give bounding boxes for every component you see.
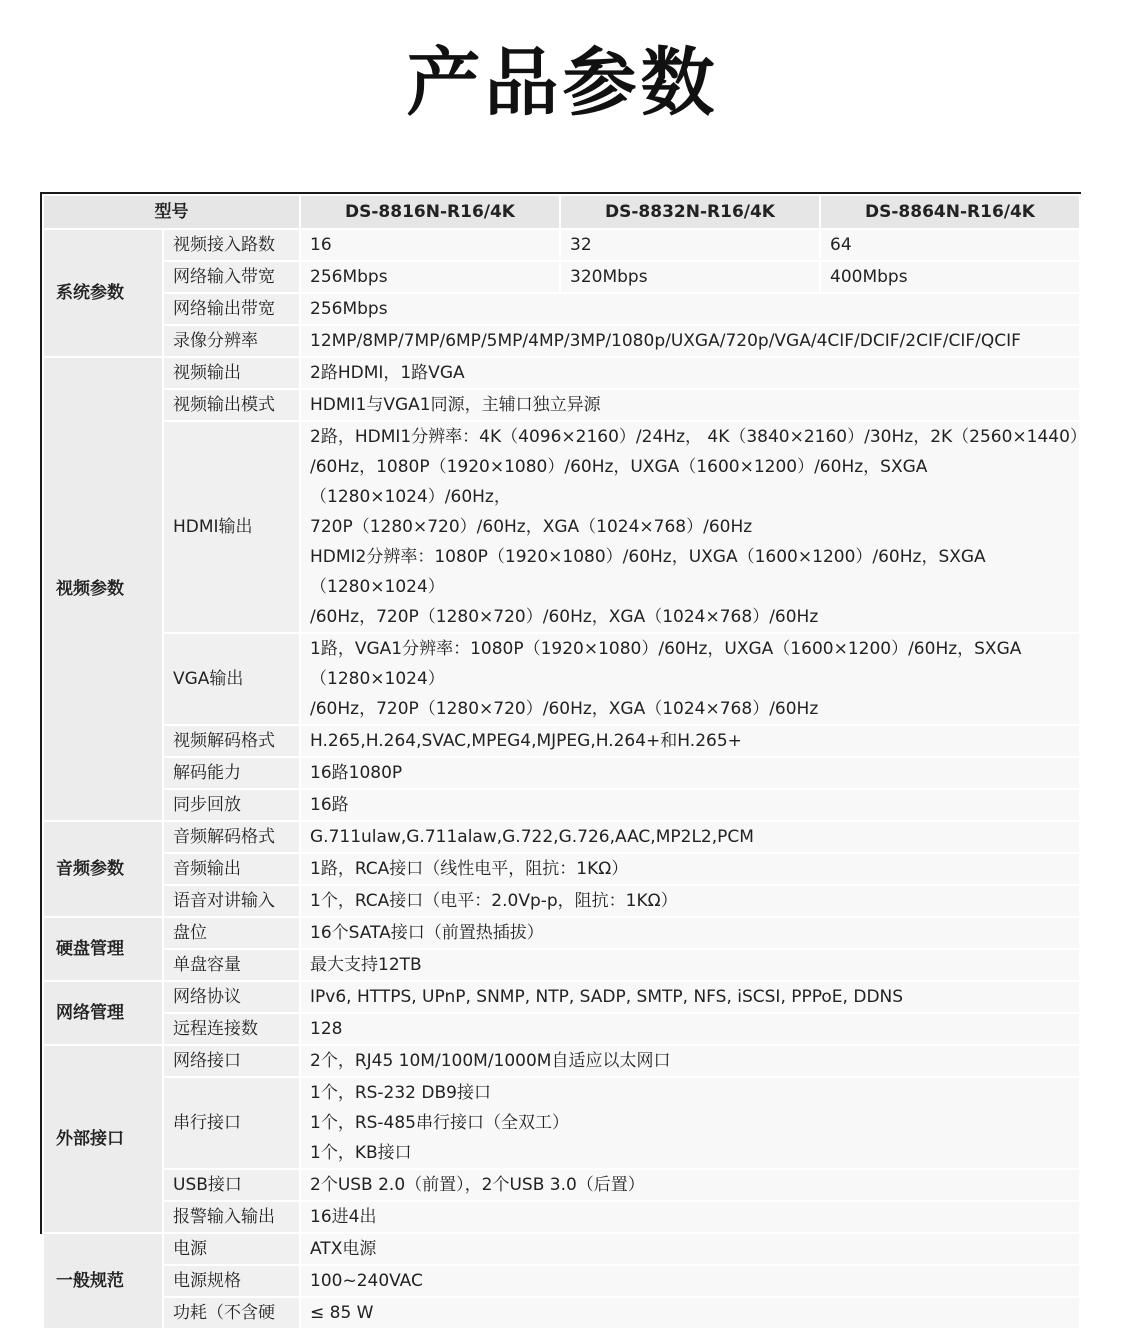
table-row bbox=[43, 981, 1080, 1013]
param-label: 网络接口 bbox=[163, 1045, 300, 1077]
param-value bbox=[300, 1077, 1080, 1169]
table-row bbox=[43, 853, 1080, 885]
table-row bbox=[43, 357, 1080, 389]
table-row bbox=[43, 325, 1080, 357]
param-label: 单盘容量 bbox=[163, 949, 300, 981]
table-row bbox=[43, 1233, 1080, 1265]
param-value: 16路 bbox=[300, 789, 1080, 821]
category-label: 网络管理 bbox=[43, 981, 163, 1045]
table-row bbox=[43, 1201, 1080, 1233]
table-row bbox=[43, 757, 1080, 789]
param-value: 2个，RJ45 10M/100M/1000M自适应以太网口 bbox=[300, 1045, 1080, 1077]
category-label: 外部接口 bbox=[43, 1045, 163, 1233]
value-line: /60Hz，720P（1280×720）/60Hz，XGA（1024×768）/60Hz bbox=[310, 699, 819, 719]
param-value bbox=[300, 633, 1080, 725]
spec-table bbox=[40, 192, 1087, 1323]
param-label: 远程连接数 bbox=[163, 1013, 300, 1045]
param-value: 100~240VAC bbox=[300, 1265, 1080, 1297]
param-value: 16 bbox=[300, 229, 560, 261]
param-label: 功耗（不含硬 bbox=[163, 1297, 300, 1329]
param-value: 2路HDMI，1路VGA bbox=[300, 357, 1080, 389]
table-row bbox=[43, 789, 1080, 821]
param-label: 音频输出 bbox=[163, 853, 300, 885]
param-value: 1个，RCA接口（电平：2.0Vp-p，阻抗：1KΩ） bbox=[300, 885, 1080, 917]
table-row bbox=[43, 261, 1080, 293]
table-row bbox=[43, 885, 1080, 917]
param-label: 视频解码格式 bbox=[163, 725, 300, 757]
param-label: 电源规格 bbox=[163, 1265, 300, 1297]
param-value: 400Mbps bbox=[820, 261, 1080, 293]
value-line: /60Hz，720P（1280×720）/60Hz，XGA（1024×768）/60Hz bbox=[310, 607, 819, 627]
table-row bbox=[43, 1045, 1080, 1077]
param-value: 64 bbox=[820, 229, 1080, 261]
param-value: ATX电源 bbox=[300, 1233, 1080, 1265]
param-label: 网络协议 bbox=[163, 981, 300, 1013]
param-label: 电源 bbox=[163, 1233, 300, 1265]
table-row bbox=[43, 1297, 1080, 1329]
table-row bbox=[43, 725, 1080, 757]
value-line: 1路，VGA1分辨率：1080P（1920×1080）/60Hz，UXGA（1600×1200）/60Hz，SXGA（1280×1024） bbox=[310, 639, 1022, 689]
table-row bbox=[43, 633, 1080, 725]
param-value: H.265,H.264,SVAC,MPEG4,MJPEG,H.264+和H.265+ bbox=[300, 725, 1080, 757]
param-value: HDMI1与VGA1同源，主辅口独立异源 bbox=[300, 389, 1080, 421]
table-row bbox=[43, 229, 1080, 261]
page-title: 产品参数 bbox=[406, 40, 719, 126]
value-line: 1个，RS-485串行接口（全双工） bbox=[310, 1113, 570, 1133]
param-label: 语音对讲输入 bbox=[163, 885, 300, 917]
param-label: 视频输出 bbox=[163, 357, 300, 389]
param-value: 16个SATA接口（前置热插拔） bbox=[300, 917, 1080, 949]
param-value: 256Mbps bbox=[300, 261, 560, 293]
param-value: ≤ 85 W bbox=[300, 1297, 1080, 1329]
param-label: 盘位 bbox=[163, 917, 300, 949]
param-value: 2个USB 2.0（前置），2个USB 3.0（后置） bbox=[300, 1169, 1080, 1201]
category-label: 系统参数 bbox=[43, 229, 163, 357]
param-value: 16路1080P bbox=[300, 757, 1080, 789]
category-label: 一般规范 bbox=[43, 1233, 163, 1329]
param-label: HDMI输出 bbox=[163, 421, 300, 633]
category-label: 音频参数 bbox=[43, 821, 163, 917]
param-value: 12MP/8MP/7MP/6MP/5MP/4MP/3MP/1080p/UXGA/720p/VGA/4CIF/DCIF/2CIF/CIF/QCIF bbox=[300, 325, 1080, 357]
value-line: 720P（1280×720）/60Hz，XGA（1024×768）/60Hz bbox=[310, 517, 753, 537]
table-row bbox=[43, 1077, 1080, 1169]
model-name: DS-8832N-R16/4K bbox=[560, 195, 820, 229]
category-label: 硬盘管理 bbox=[43, 917, 163, 981]
param-label: VGA输出 bbox=[163, 633, 300, 725]
value-line: 1个，RS-232 DB9接口 bbox=[310, 1083, 491, 1103]
param-value: 32 bbox=[560, 229, 820, 261]
table-row bbox=[43, 1013, 1080, 1045]
param-label: 报警输入输出 bbox=[163, 1201, 300, 1233]
model-name: DS-8864N-R16/4K bbox=[820, 195, 1080, 229]
category-label: 视频参数 bbox=[43, 357, 163, 821]
param-value: 320Mbps bbox=[560, 261, 820, 293]
param-label: 音频解码格式 bbox=[163, 821, 300, 853]
param-value: 16进4出 bbox=[300, 1201, 1080, 1233]
table-row bbox=[43, 1265, 1080, 1297]
table-header-row bbox=[43, 195, 1080, 229]
param-label: USB接口 bbox=[163, 1169, 300, 1201]
param-label: 解码能力 bbox=[163, 757, 300, 789]
table-row bbox=[43, 1169, 1080, 1201]
param-label: 串行接口 bbox=[163, 1077, 300, 1169]
model-name: DS-8816N-R16/4K bbox=[300, 195, 560, 229]
value-line: HDMI2分辨率：1080P（1920×1080）/60Hz，UXGA（1600×1200）/60Hz，SXGA（1280×1024） bbox=[310, 547, 986, 597]
table-row bbox=[43, 293, 1080, 325]
param-value: 1路，RCA接口（线性电平，阻抗：1KΩ） bbox=[300, 853, 1080, 885]
param-label: 网络输入带宽 bbox=[163, 261, 300, 293]
param-label: 视频输出模式 bbox=[163, 389, 300, 421]
value-line: /60Hz，1080P（1920×1080）/60Hz，UXGA（1600×1200）/60Hz，SXGA（1280×1024）/60Hz， bbox=[310, 457, 928, 507]
table-row bbox=[43, 421, 1080, 633]
table-row bbox=[43, 949, 1080, 981]
param-value: IPv6, HTTPS, UPnP, SNMP, NTP, SADP, SMTP, NFS, iSCSI, PPPoE, DDNS bbox=[300, 981, 1080, 1013]
param-value: G.711ulaw,G.711alaw,G.722,G.726,AAC,MP2L2,PCM bbox=[300, 821, 1080, 853]
table-row bbox=[43, 389, 1080, 421]
param-value bbox=[300, 421, 1087, 633]
value-line: 1个，KB接口 bbox=[310, 1143, 412, 1163]
param-label: 视频接入路数 bbox=[163, 229, 300, 261]
table-row bbox=[43, 821, 1080, 853]
param-value: 256Mbps bbox=[300, 293, 1080, 325]
param-value: 最大支持12TB bbox=[300, 949, 1080, 981]
param-label: 录像分辨率 bbox=[163, 325, 300, 357]
model-label: 型号 bbox=[43, 195, 300, 229]
table-row bbox=[43, 917, 1080, 949]
param-label: 网络输出带宽 bbox=[163, 293, 300, 325]
param-value: 128 bbox=[300, 1013, 1080, 1045]
param-label: 同步回放 bbox=[163, 789, 300, 821]
value-line: 2路，HDMI1分辨率：4K（4096×2160）/24Hz， 4K（3840×2160）/30Hz，2K（2560×1440） bbox=[310, 427, 1087, 447]
